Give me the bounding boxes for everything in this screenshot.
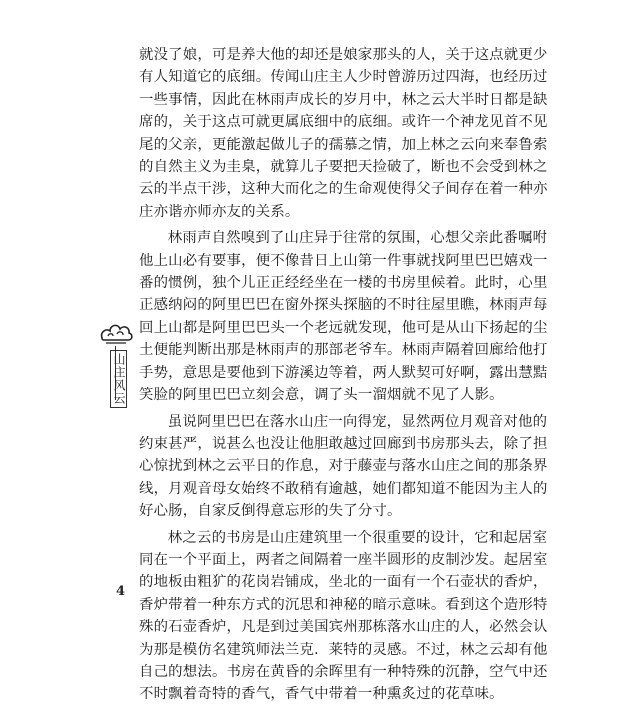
text-line: 香炉带着一种东方式的沉思和神秘的暗示意味。看到这个造形特 — [139, 596, 548, 613]
text-line: 的地板由粗犷的花岗岩铺成，坐北的一面有一个石壶状的香炉， — [139, 574, 548, 591]
paragraph-3 — [139, 411, 548, 523]
text-line: 云的半点干涉，这种大而化之的生命观使得父子间存在着一种亦 — [139, 181, 548, 198]
text-line: 殊的石壶香炉，凡是到过美国宾州那栋落水山庄的人，必然会认 — [139, 619, 548, 636]
text-line: 他上山必有要事，便不像昔日上山第一件事就找阿里巴巴嬉戏一 — [139, 252, 548, 269]
text-line: 庄亦谐亦师亦友的关系。 — [139, 203, 300, 220]
running-head: 山庄风云 — [105, 350, 127, 408]
paragraph-2 — [139, 227, 548, 406]
text-line: 林雨声自然嗅到了山庄异于往常的氛围，心想父亲此番嘱咐 — [167, 230, 548, 247]
text-line: 土便能判断出那是林雨声的那部老爷车。林雨声隔着回廊给他打 — [139, 342, 548, 359]
text-line: 自己的想法。书房在黄昏的余晖里有一种特殊的沉静，空气中还 — [139, 663, 548, 680]
text-line: 回上山都是阿里巴巴头一个老远就发现，他可是从山下扬起的尘 — [139, 319, 548, 336]
text-line: 笑脸的阿里巴巴立刻会意，调了头一溜烟就不见了人影。 — [139, 387, 504, 404]
text-line: 同在一个平面上，两者之间隔着一座半圆形的皮制沙发。起居室 — [139, 551, 548, 568]
text-line: 好心肠，自家反倒得意忘形的失了分寸。 — [139, 503, 402, 520]
text-line: 一些事情，因此在林雨声成长的岁月中，林之云大半时日都是缺 — [139, 91, 548, 108]
text-line: 尾的父亲，更能激起做儿子的孺慕之情，加上林之云向来奉鲁索 — [139, 136, 548, 153]
text-line: 不时飘着奇特的香气，香气中带着一种熏炙过的花草味。 — [139, 686, 504, 703]
page-number: 4 — [116, 584, 126, 599]
text-line: 约束甚严，说甚么也没让他胆敢越过回廊到书房那头去，除了担 — [139, 435, 548, 452]
text-line: 番的惯例，独个儿正正经经坐在一楼的书房里候着。此时，心里 — [139, 275, 548, 292]
text-line: 心惊扰到林之云平日的作息，对于藤壶与落水山庄之间的那条界 — [139, 458, 548, 475]
text-line: 线，月观音母女始终不敢稍有逾越，她们都知道不能因为主人的 — [139, 480, 548, 497]
text-line: 的自然主义为圭臬，就算儿子要把天捡破了，断也不会受到林之 — [139, 159, 548, 176]
cloud-ornament-icon — [98, 318, 134, 348]
text-line: 席的，关于这点可就更属底细中的底细。或许一个神龙见首不见 — [139, 114, 548, 131]
text-line: 虽说阿里巴巴在落水山庄一向得宠，显然两位月观音对他的 — [167, 413, 548, 430]
paragraph-4 — [139, 527, 548, 706]
text-line: 为那是模仿名建筑师法兰克．莱特的灵感。不过，林之云却有他 — [139, 641, 548, 658]
page-body — [139, 44, 548, 706]
text-line: 手势，意思是要他到下游溪边等着，两人默契可好啊，露出慧黠 — [139, 364, 548, 381]
paragraph-1 — [139, 44, 548, 223]
text-line: 林之云的书房是山庄建筑里一个很重要的设计，它和起居室 — [167, 529, 548, 546]
text-line: 就没了娘，可是养大他的却还是娘家那头的人，关于这点就更少 — [139, 47, 548, 63]
text-line: 有人知道它的底细。传闻山庄主人少时曾游历过四海，也经历过 — [139, 69, 548, 86]
text-line: 正感纳闷的阿里巴巴在窗外探头探脑的不时往屋里瞧，林雨声每 — [139, 297, 548, 314]
